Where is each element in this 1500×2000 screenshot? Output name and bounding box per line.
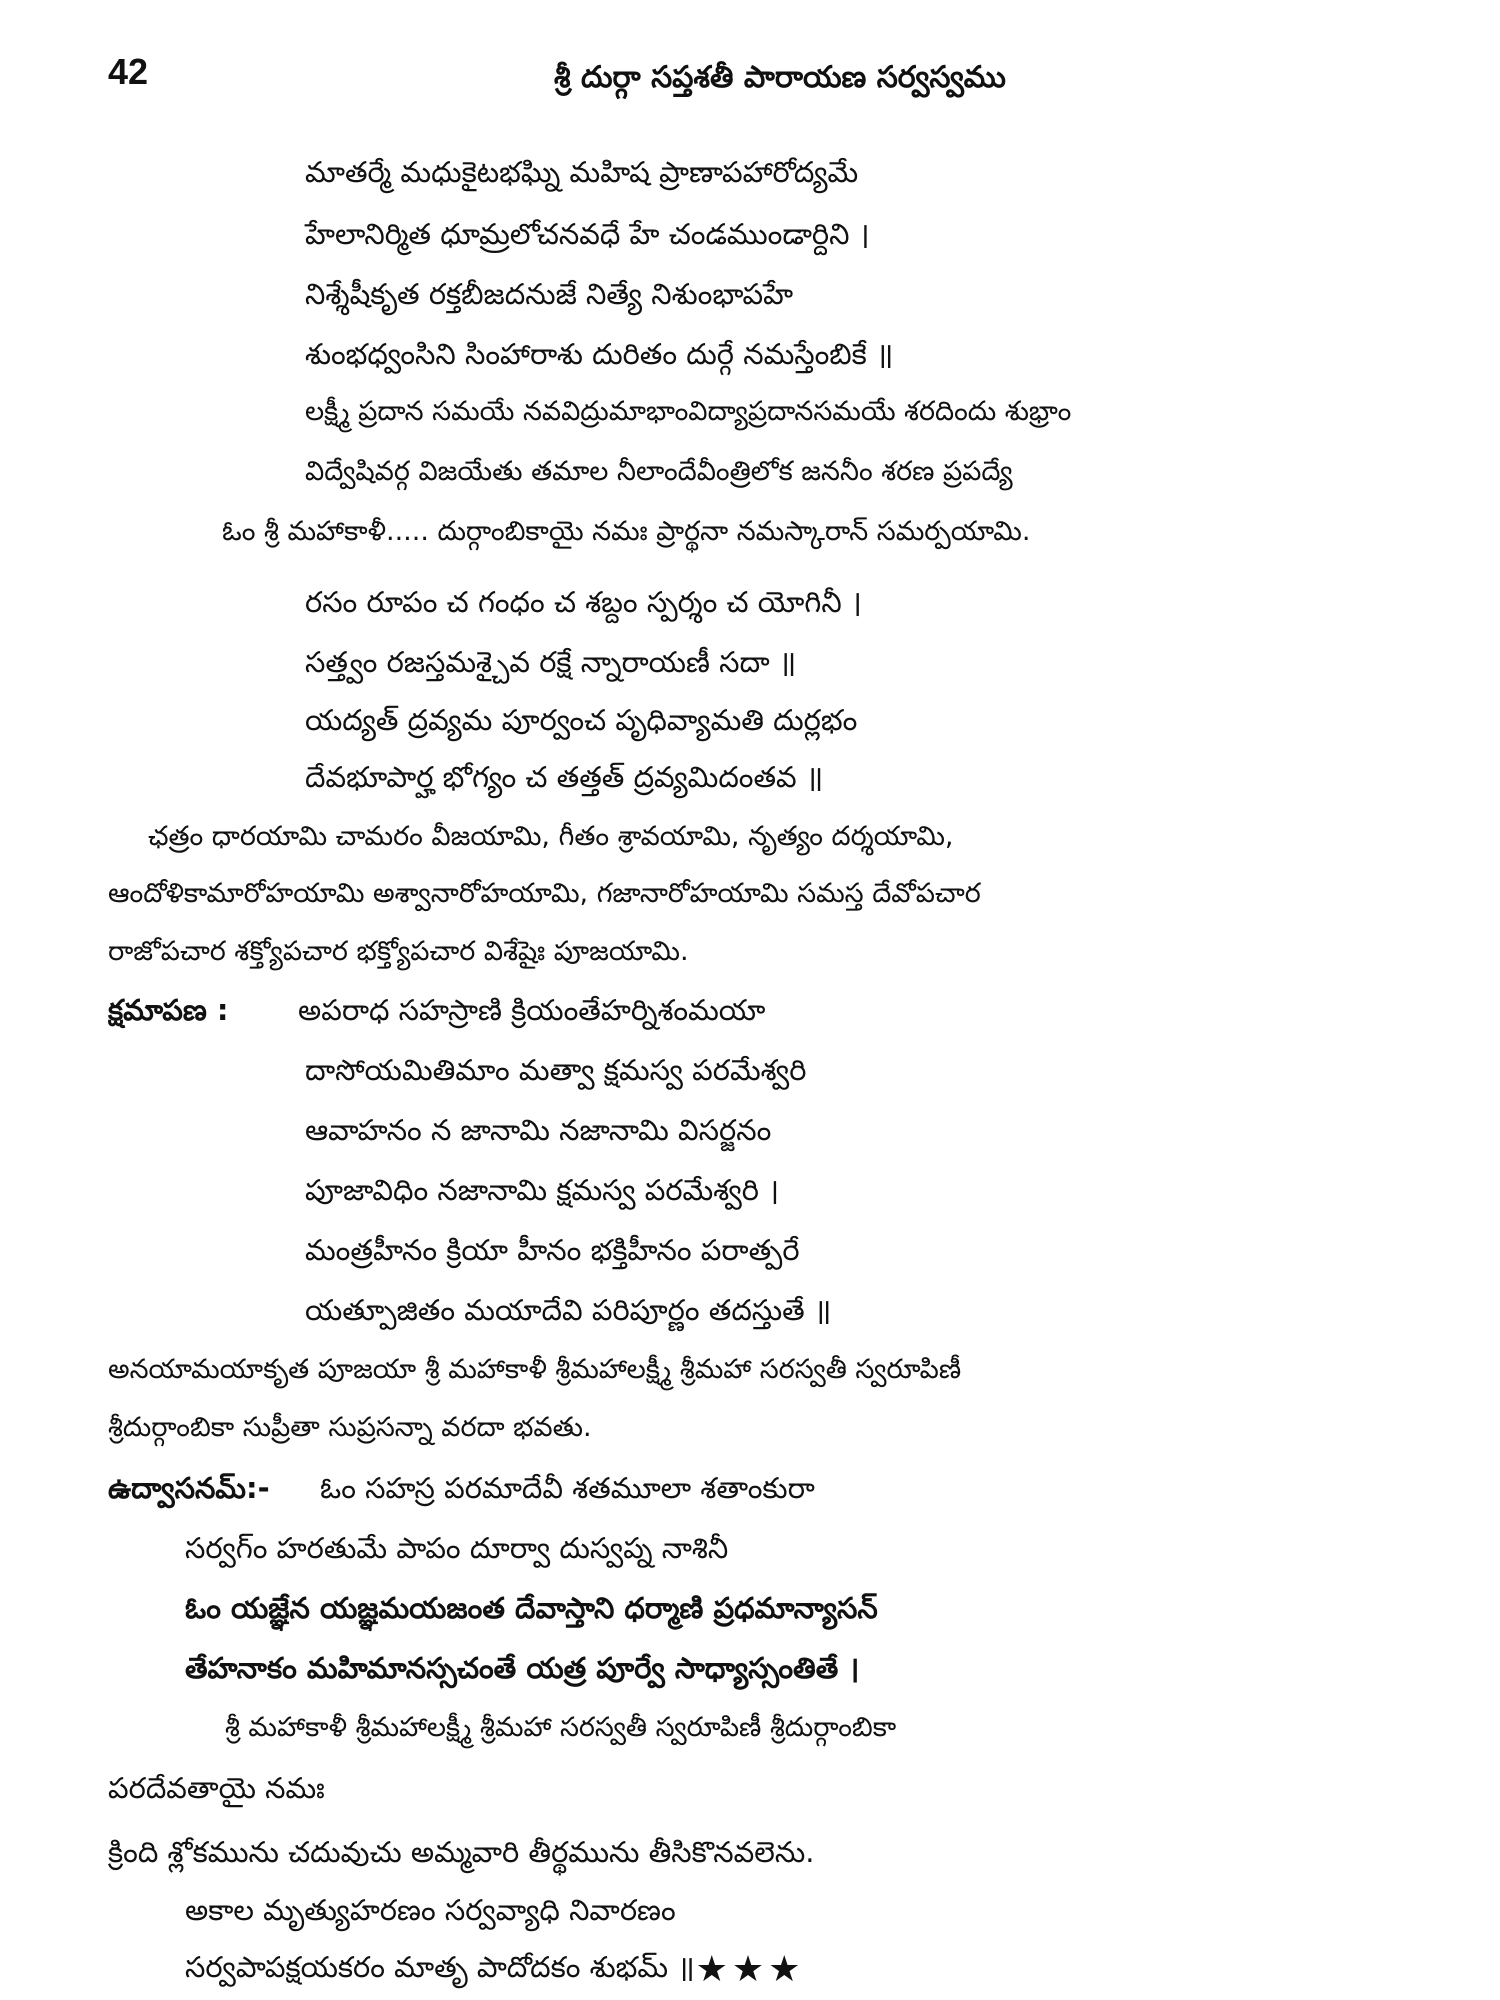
verse-line: సర్వపాపక్షయకరం మాతృ పాదోదకం శుభమ్ ॥ <box>185 1950 695 1984</box>
paragraph-line: అనయామయాకృత పూజయా శ్రీ మహాకాళీ శ్రీమహాలక్ష్మీ శ్రీమహా సరస్వతీ స్వరూపిణీ <box>108 1354 962 1385</box>
page-number: 42 <box>108 51 149 92</box>
paragraph-line: రాజోపచార శక్త్యోపచార భక్త్యోపచార విశేషైః పూజయామి. <box>108 936 689 967</box>
running-title: శ్రీ దుర్గా సప్తశతీ పారాయణ సర్వస్వము <box>554 60 1006 95</box>
paragraph-line: శ్రీదుర్గాంబికా సుప్రీతా సుప్రసన్నా వరదా భవతు. <box>108 1412 592 1443</box>
verse-line: విద్వేషివర్గ విజయేతు తమాల నీలాందేవీంత్రిలోక జననీం శరణ ప్రపద్యే <box>305 456 1013 487</box>
verse-line: మంత్రహీనం క్రియా హీనం భక్తిహీనం పరాత్పరే <box>305 1233 800 1267</box>
verse-line: అపరాధ సహస్రాణి క్రియంతేహర్నిశంమయా <box>298 993 766 1027</box>
verse-line: శుంభధ్వంసిని సింహారాశు దురితం దుర్గే నమస్తేంబికే ॥ <box>305 337 894 371</box>
verse-line: పూజావిధిం నజానామి క్షమస్వ పరమేశ్వరి । <box>305 1173 780 1207</box>
paragraph-line: ఆందోళికామారోహయామి అశ్వానారోహయామి, గజానారోహయామి సమస్త దేవోపచార <box>108 878 981 909</box>
verse-line: ఆవాహనం న జానామి నజానామి విసర్జనం <box>305 1113 772 1147</box>
paragraph-line: శ్రీ మహాకాళీ శ్రీమహాలక్ష్మీ శ్రీమహా సరస్వతీ స్వరూపిణీ శ్రీదుర్గాంబికా <box>225 1712 897 1743</box>
verse-line: దేవభూపార్హ భోగ్యం చ తత్తత్ ద్రవ్యమిదంతవ ॥ <box>305 760 824 794</box>
verse-line: లక్ష్మీ ప్రదాన సమయే నవవిద్రుమాభాంవిద్యాప్రదానసమయే శరదిందు శుభ్రాం <box>305 396 1072 427</box>
verse-line: హేలానిర్మిత ధూమ్రలోచనవధే హే చండముండార్దిని । <box>305 217 870 251</box>
section-heading-kshamapana: క్షమాపణ : <box>108 993 229 1027</box>
verse-line: రసం రూపం చ గంధం చ శబ్దం స్పర్శం చ యోగినీ । <box>305 585 862 619</box>
end-ornament-stars: ★★★ <box>695 1949 805 1990</box>
paragraph-line: పరదేవతాయై నమః <box>108 1771 325 1805</box>
paragraph-line: ఛత్రం ధారయామి చామరం వీజయామి, గీతం శ్రావయామి, నృత్యం దర్శయామి, <box>148 821 954 852</box>
verse-line: దాసోయమితిమాం మత్వా క్షమస్వ పరమేశ్వరి <box>305 1053 807 1087</box>
section-heading-udvasanam: ఉద్వాసనమ్:- <box>108 1471 270 1505</box>
verse-line: అకాల మృత్యుహరణం సర్వవ్యాధి నివారణం <box>185 1893 676 1927</box>
verse-line: మాతర్మే మధుకైటభఘ్ని మహిష ప్రాణాపహారోద్యమే <box>305 155 859 189</box>
verse-line: సర్వగ్ం హరతుమే పాపం దూర్వా దుస్వప్న నాశినీ <box>185 1531 729 1565</box>
verse-line: యత్పూజితం మయాదేవి పరిపూర్ణం తదస్తుతే ॥ <box>305 1293 832 1327</box>
verse-line: నిశ్శేషీకృత రక్తబీజదనుజే నిత్యే నిశుంభాపహే <box>305 277 794 311</box>
prayer-line: ఓం శ్రీ మహాకాళీ..... దుర్గాంబికాయై నమః ప్రార్థనా నమస్కారాన్ సమర్పయామి. <box>222 516 1031 547</box>
verse-line: ఓం సహస్ర పరమాదేవీ శతమూలా శతాంకురా <box>320 1471 815 1505</box>
instruction-line: క్రింది శ్లోకమును చదువుచు అమ్మవారి తీర్థమును తీసికొనవలెను. <box>108 1835 815 1869</box>
verse-line: సత్త్వం రజస్తమశ్చైవ రక్షే న్నారాయణీ సదా ॥ <box>305 645 797 679</box>
verse-line: యద్యత్ ద్రవ్యమ పూర్వంచ పృధివ్యామతి దుర్లభం <box>305 703 858 737</box>
verse-line: తేహనాకం మహిమానస్సచంతే యత్ర పూర్వే సాధ్యాస్సంతితే । <box>185 1651 860 1685</box>
verse-line: ఓం యజ్ఞేన యజ్ఞమయజంత దేవాస్తాని ధర్మాణి ప్రధమాన్యాసన్ <box>185 1591 878 1625</box>
